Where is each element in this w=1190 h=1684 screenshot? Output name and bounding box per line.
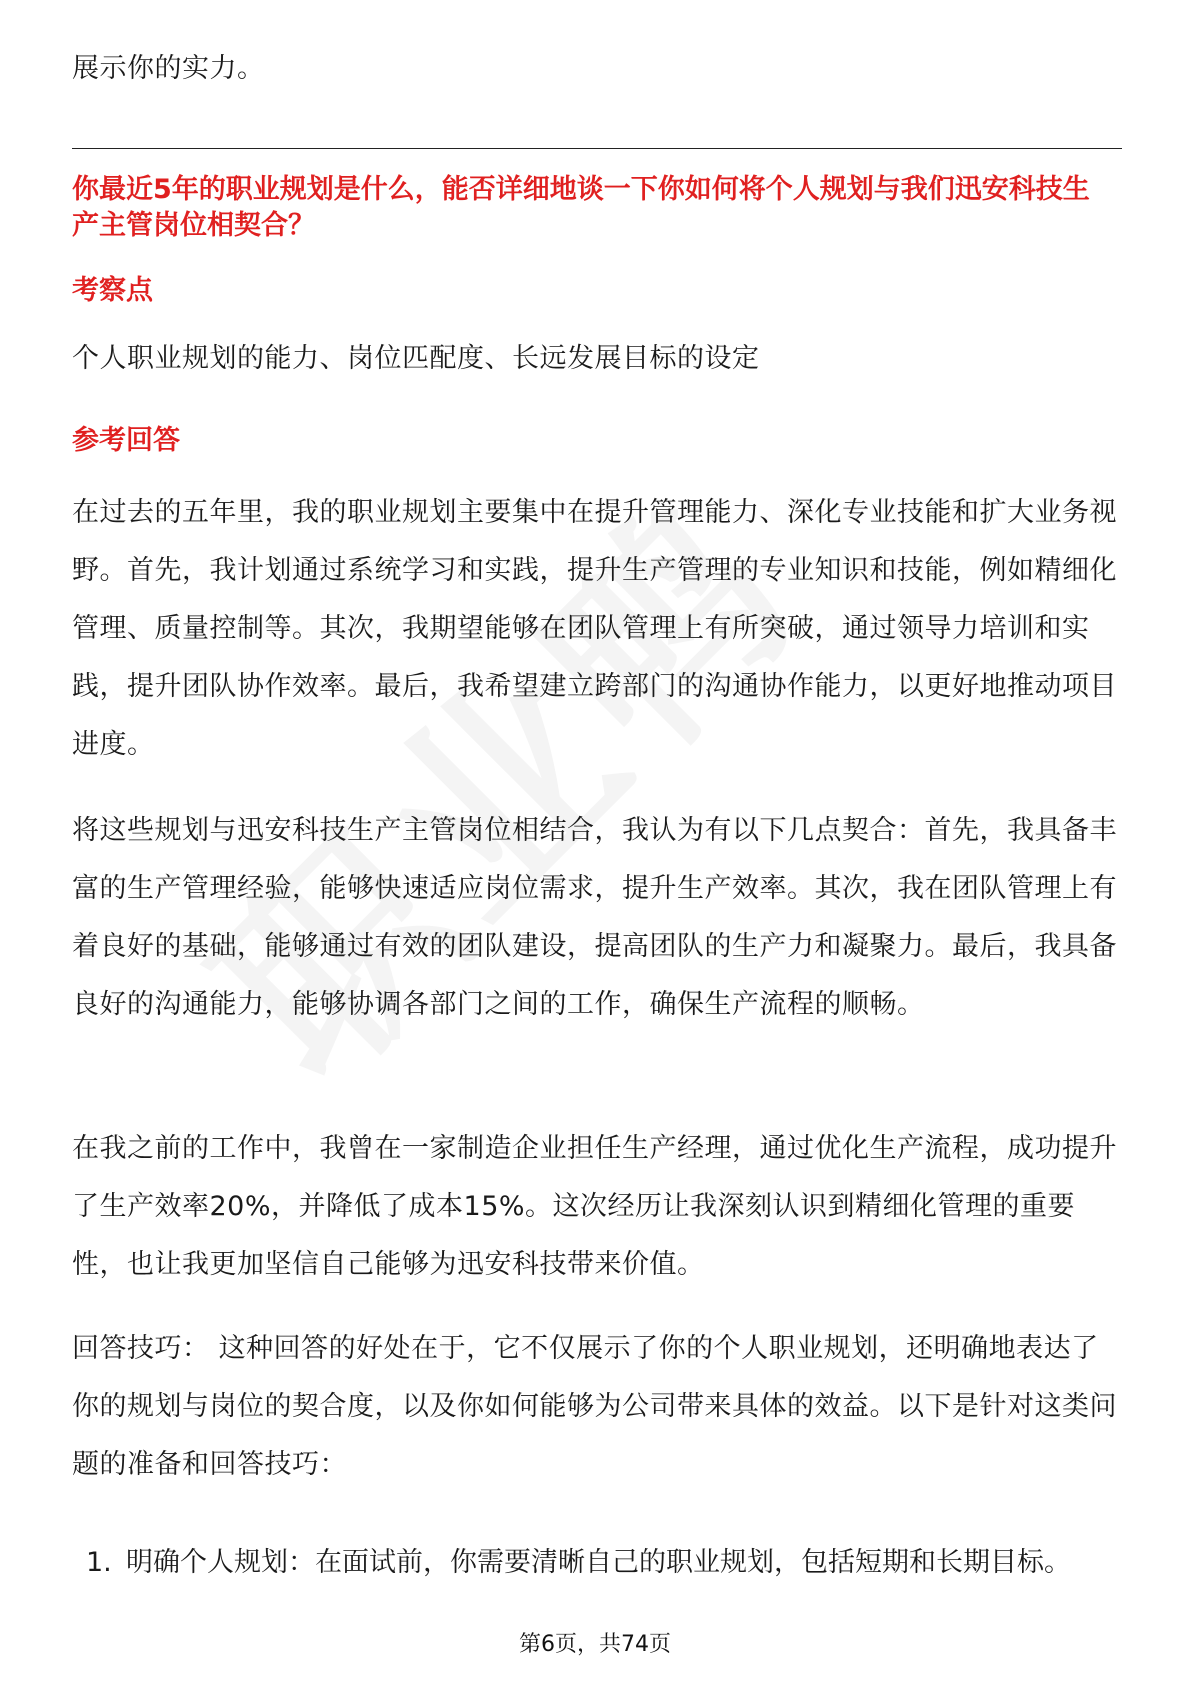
answer-paragraph: 在我之前的工作中，我曾在一家制造企业担任生产经理，通过优化生产流程，成功提升了生产效率20%，并降低了成本15%。这次经历让我深刻认识到精细化管理的重要性，也让我更加坚信自己能够为迅安科技带来价值。 — [72, 1133, 1117, 1280]
answer-paragraph: 将这些规划与迅安科技生产主管岗位相结合，我认为有以下几点契合：首先，我具备丰富的生产管理经验，能够快速适应岗位需求，提升生产效率。其次，我在团队管理上有着良好的基础，能够通过有效的团队建设，提高团队的生产力和凝聚力。最后，我具备良好的沟通能力，能够协调各部门之间的工作，确保生产流程的顺畅。 — [72, 815, 1117, 1020]
focus-heading: 考察点 — [72, 275, 153, 306]
page-footer: 第6页，共74页 — [519, 1632, 671, 1657]
question-title: 你最近5年的职业规划是什么，能否详细地谈一下你如何将个人规划与我们迅安科技生产主管岗位相契合？ — [72, 174, 1090, 241]
tips-list — [86, 1534, 1086, 1592]
tips-paragraph: 回答技巧： 这种回答的好处在于，它不仅展示了你的个人职业规划，还明确地表达了你的规划与岗位的契合度，以及你如何能够为公司带来具体的效益。以下是针对这类问题的准备和回答技巧： — [72, 1333, 1117, 1480]
list-item-text: 明确个人规划：在面试前，你需要清晰自己的职业规划，包括短期和长期目标。 — [126, 1547, 1071, 1578]
focus-text: 个人职业规划的能力、岗位匹配度、长远发展目标的设定 — [72, 343, 760, 374]
answer-paragraph: 在过去的五年里，我的职业规划主要集中在提升管理能力、深化专业技能和扩大业务视野。首先，我计划通过系统学习和实践，提升生产管理的专业知识和技能，例如精细化管理、质量控制等。其次，我期望能够在团队管理上有所突破，通过领导力培训和实践，提升团队协作效率。最后，我希望建立跨部门的沟通协作能力，以更好地推动项目进度。 — [72, 497, 1117, 760]
list-item — [86, 1534, 1086, 1592]
intro-text: 展示你的实力。 — [72, 53, 265, 84]
section-divider — [72, 148, 1122, 149]
list-item-number: 1. — [86, 1547, 112, 1578]
answer-heading: 参考回答 — [72, 425, 180, 456]
